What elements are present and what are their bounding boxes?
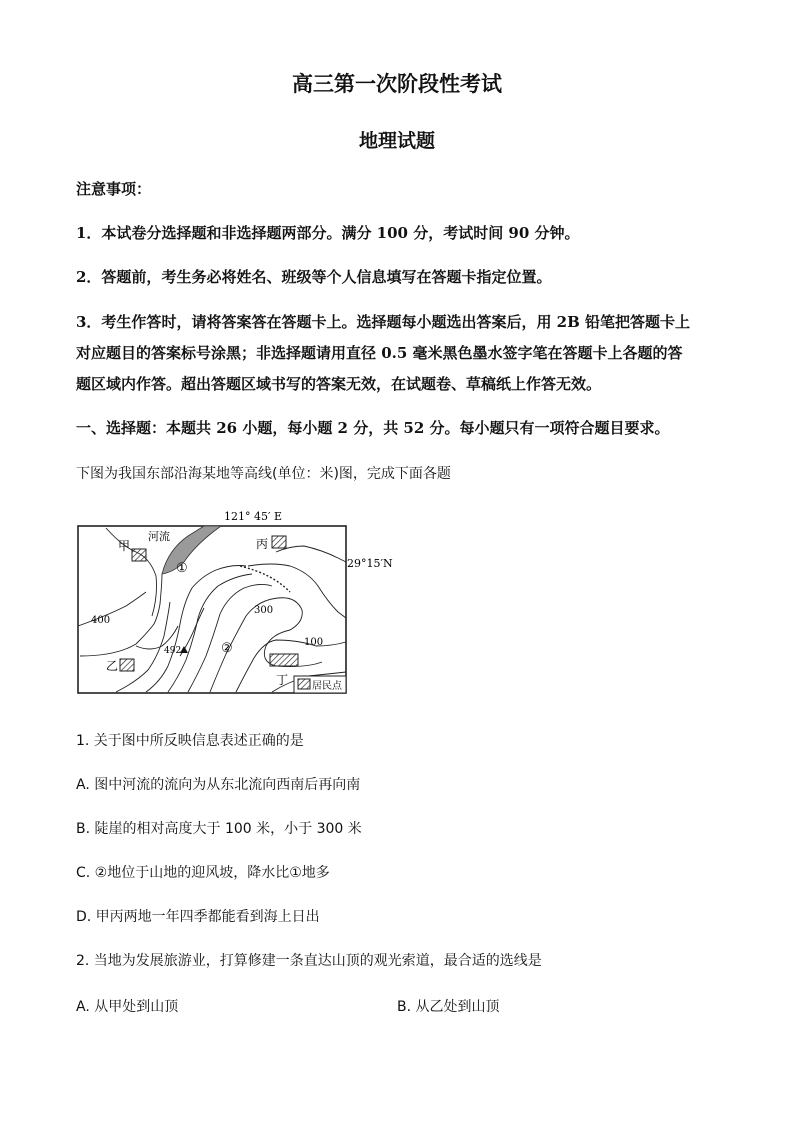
notice-item-2: 2．答题前，考生务必将姓名、班级等个人信息填写在答题卡指定位置。 [76, 268, 552, 286]
contour-map [76, 506, 400, 702]
question-1-option-d: D. 甲丙两地一年四季都能看到海上日出 [76, 909, 320, 925]
legend-swatch [298, 679, 310, 689]
point-2: ② [221, 641, 233, 656]
cliff [240, 566, 290, 592]
question-intro: 下图为我国东部沿海某地等高线(单位：米)图，完成下面各题 [76, 466, 451, 482]
question-1-stem: 1. 关于图中所反映信息表述正确的是 [76, 733, 304, 749]
notice-item-3-line-1: 3．考生作答时，请将答案答在答题卡上。选择题每小题选出答案后，用 2B 铅笔把答题卡上 [76, 313, 691, 331]
notice-item-3-line-2: 对应题目的答案标号涂黑；非选择题请用直径 0.5 毫米黑色墨水签字笔在答题卡上各题的答 [76, 344, 683, 362]
question-1-option-b: B. 陡崖的相对高度大于 100 米，小于 300 米 [76, 821, 362, 837]
question-2-option-a: A. 从甲处到山顶 [76, 999, 179, 1015]
label-bing: 丙 [256, 537, 269, 551]
label-ding: 丁 [276, 673, 289, 687]
settlement-jia [132, 549, 146, 561]
peak-label: 492 [164, 646, 182, 656]
label-yi: 乙 [106, 659, 119, 673]
question-2-option-b: B. 从乙处到山顶 [397, 999, 500, 1015]
exam-title: 高三第一次阶段性考试 [292, 71, 502, 96]
question-1-option-a: A. 图中河流的流向为从东北流向西南后再向南 [76, 777, 361, 793]
contour-label-100: 100 [304, 637, 324, 648]
contour-label-400: 400 [91, 615, 111, 626]
legend-label: 居民点 [312, 681, 342, 692]
river [162, 526, 221, 574]
notice-heading: 注意事项： [76, 180, 152, 198]
point-1: ① [176, 561, 188, 576]
settlement-bing [272, 536, 286, 548]
river-label: 河流 [148, 530, 170, 543]
latitude-label: 29°15′N [347, 557, 393, 570]
subject-title: 地理试题 [358, 130, 435, 152]
contour-label-300: 300 [254, 605, 274, 616]
label-jia: 甲 [118, 539, 131, 553]
settlement-yi [120, 659, 134, 671]
notice-item-3-line-3: 题区域内作答。超出答题区域书写的答案无效，在试题卷、草稿纸上作答无效。 [76, 375, 602, 393]
longitude-label: 121° 45′ E [224, 510, 283, 523]
question-1-option-c: C. ②地位于山地的迎风坡，降水比①地多 [76, 865, 330, 881]
question-2-stem: 2. 当地为发展旅游业，打算修建一条直达山顶的观光索道，最合适的选线是 [76, 953, 542, 969]
settlement-ding [270, 654, 298, 666]
notice-item-1: 1．本试卷分选择题和非选择题两部分。满分 100 分，考试时间 90 分钟。 [76, 224, 580, 242]
section-heading: 一、选择题：本题共 26 小题，每小题 2 分，共 52 分。每小题只有一项符合题目要求。 [76, 419, 670, 437]
peak-marker [180, 646, 188, 653]
